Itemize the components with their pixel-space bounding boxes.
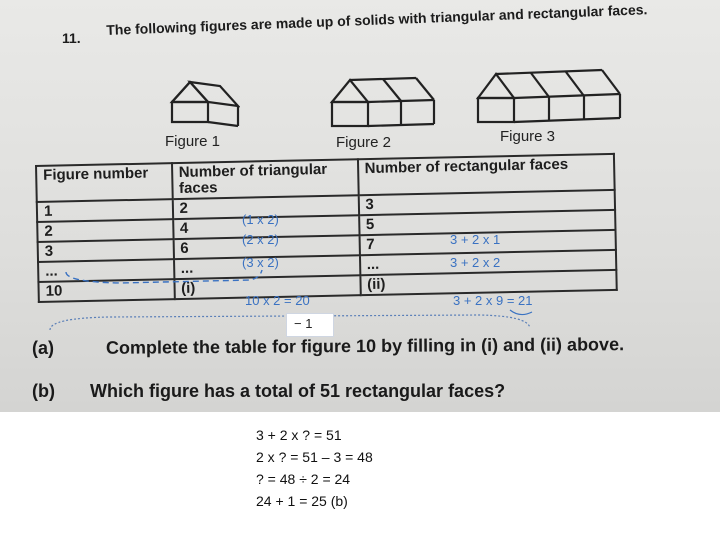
working-line-4: 24 + 1 = 25 (b) bbox=[256, 493, 348, 509]
cell: 5 bbox=[359, 210, 616, 235]
working-block bbox=[256, 424, 373, 512]
part-a-label: (a) bbox=[32, 338, 54, 358]
part-a-text: Complete the table for figure 10 by filling in (i) and (ii) above. bbox=[105, 334, 625, 358]
cell: 7 bbox=[359, 230, 616, 255]
cell: ... bbox=[38, 259, 174, 282]
working-line-1: 3 + 2 x ? = 51 bbox=[256, 427, 342, 443]
annotation-tri-1: (1 x 2) bbox=[242, 212, 279, 227]
cell: 1 bbox=[37, 199, 173, 222]
cell: 2 bbox=[37, 219, 173, 242]
annotation-tri-2: (2 x 2) bbox=[242, 232, 279, 247]
cell: 3 bbox=[358, 190, 615, 215]
annotation-rect-10: 3 + 2 x 9 = 21 bbox=[453, 293, 533, 308]
annotation-tri-10: 10 x 2 = 20 bbox=[245, 293, 310, 308]
part-b-label: (b) bbox=[32, 381, 55, 401]
figure-3-label: Figure 3 bbox=[500, 128, 556, 145]
cell: ... bbox=[174, 255, 360, 279]
annotation-rect-2: 3 + 2 x 1 bbox=[450, 232, 501, 247]
header-triangular-faces: Number of triangular faces bbox=[172, 159, 359, 199]
working-line-3: ? = 48 ÷ 2 = 24 bbox=[256, 471, 351, 487]
cell: (i) bbox=[174, 275, 360, 299]
annotation-minus-one: − 1 bbox=[294, 316, 313, 331]
figure-1-label: Figure 1 bbox=[165, 133, 221, 150]
header-figure-number: Figure number bbox=[36, 163, 172, 202]
cell: 6 bbox=[173, 235, 359, 259]
annotation-rect-3: 3 + 2 x 2 bbox=[450, 255, 501, 270]
cell: 4 bbox=[173, 215, 359, 239]
annotation-tri-3: (3 x 2) bbox=[242, 255, 279, 270]
cell: ... bbox=[360, 250, 617, 275]
cell: 2 bbox=[172, 195, 358, 219]
cell: 3 bbox=[38, 239, 174, 262]
figure-2-label: Figure 2 bbox=[336, 134, 392, 151]
header-rectangular-faces: Number of rectangular faces bbox=[358, 154, 615, 195]
part-b-text: Which figure has a total of 51 rectangular faces? bbox=[90, 381, 506, 401]
question-number: 11. bbox=[62, 30, 81, 46]
question-text: The following figures are made up of solids with triangular and rectangular faces. bbox=[106, 1, 648, 38]
cell: (ii) bbox=[360, 270, 617, 295]
cell: 10 bbox=[38, 279, 174, 302]
working-line-2: 2 x ? = 51 – 3 = 48 bbox=[256, 449, 373, 465]
